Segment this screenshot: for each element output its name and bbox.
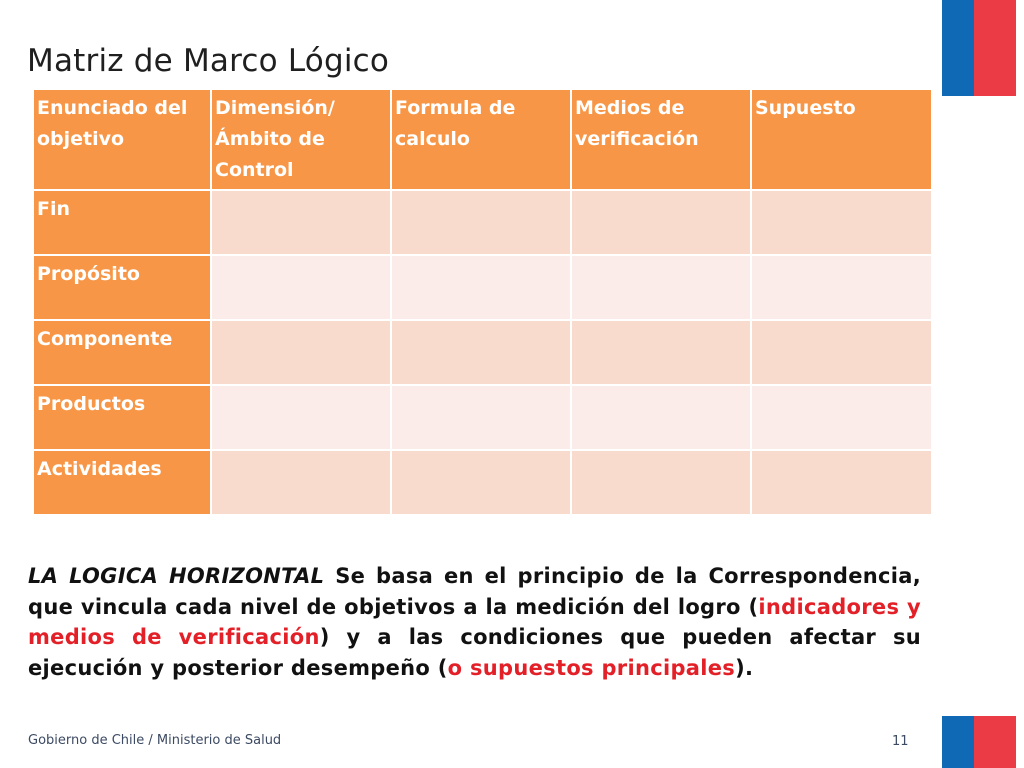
paragraph-highlight-assumptions: o supuestos principales	[447, 655, 736, 680]
flag-blue-stripe	[942, 0, 974, 96]
header-formula: Formula de calculo	[391, 89, 571, 190]
table-row	[33, 320, 932, 385]
table-cell	[751, 190, 932, 255]
table-row	[33, 190, 932, 255]
chile-flag-bottom-decoration	[942, 716, 1016, 768]
table-cell	[571, 450, 751, 515]
table-cell	[571, 255, 751, 320]
table-cell	[211, 255, 391, 320]
table-cell	[751, 385, 932, 450]
table-cell	[391, 320, 571, 385]
table-cell	[751, 255, 932, 320]
paragraph-text-3: ).	[735, 655, 754, 680]
table-cell	[391, 450, 571, 515]
table-cell	[571, 385, 751, 450]
slide-title: Matriz de Marco Lógico	[27, 42, 390, 79]
chile-flag-top-decoration	[942, 0, 1016, 96]
matrix-header-row	[33, 89, 932, 190]
table-cell	[751, 450, 932, 515]
table-cell	[211, 450, 391, 515]
table-cell	[391, 255, 571, 320]
table-cell	[211, 320, 391, 385]
table-cell	[211, 385, 391, 450]
footer-organization: Gobierno de Chile / Ministerio de Salud	[28, 733, 282, 748]
header-enunciado: Enunciado del objetivo	[33, 89, 211, 190]
flag-red-stripe	[974, 0, 1016, 96]
table-row	[33, 255, 932, 320]
table-cell	[391, 190, 571, 255]
table-cell	[571, 190, 751, 255]
table-cell	[751, 320, 932, 385]
page-number: 11	[892, 734, 909, 749]
table-cell	[211, 190, 391, 255]
row-label-fin: Fin	[33, 190, 211, 255]
paragraph-lead: LA LOGICA HORIZONTAL	[28, 564, 325, 588]
row-label-productos: Productos	[33, 385, 211, 450]
table-cell	[391, 385, 571, 450]
paragraph-highlight-indicators: indicadores y medios de verificación	[28, 594, 921, 649]
row-label-actividades: Actividades	[33, 450, 211, 515]
row-label-componente: Componente	[33, 320, 211, 385]
header-medios: Medios de verificación	[571, 89, 751, 190]
table-row	[33, 450, 932, 515]
paragraph-text-2: ) y a las condiciones que pueden afectar su ejecución y posterior desempeño (	[28, 625, 921, 680]
paragraph-text-1: Se basa en el principio de la Correspondencia, que vincula cada nivel de objetivos a la medición del logro (	[28, 564, 921, 619]
flag-red-stripe	[974, 716, 1016, 768]
horizontal-logic-paragraph	[28, 561, 921, 683]
table-row	[33, 385, 932, 450]
row-label-proposito: Propósito	[33, 255, 211, 320]
header-supuesto: Supuesto	[751, 89, 932, 190]
flag-blue-stripe	[942, 716, 974, 768]
logical-framework-matrix	[32, 88, 933, 516]
header-dimension: Dimensión/ Ámbito de Control	[211, 89, 391, 190]
table-cell	[571, 320, 751, 385]
